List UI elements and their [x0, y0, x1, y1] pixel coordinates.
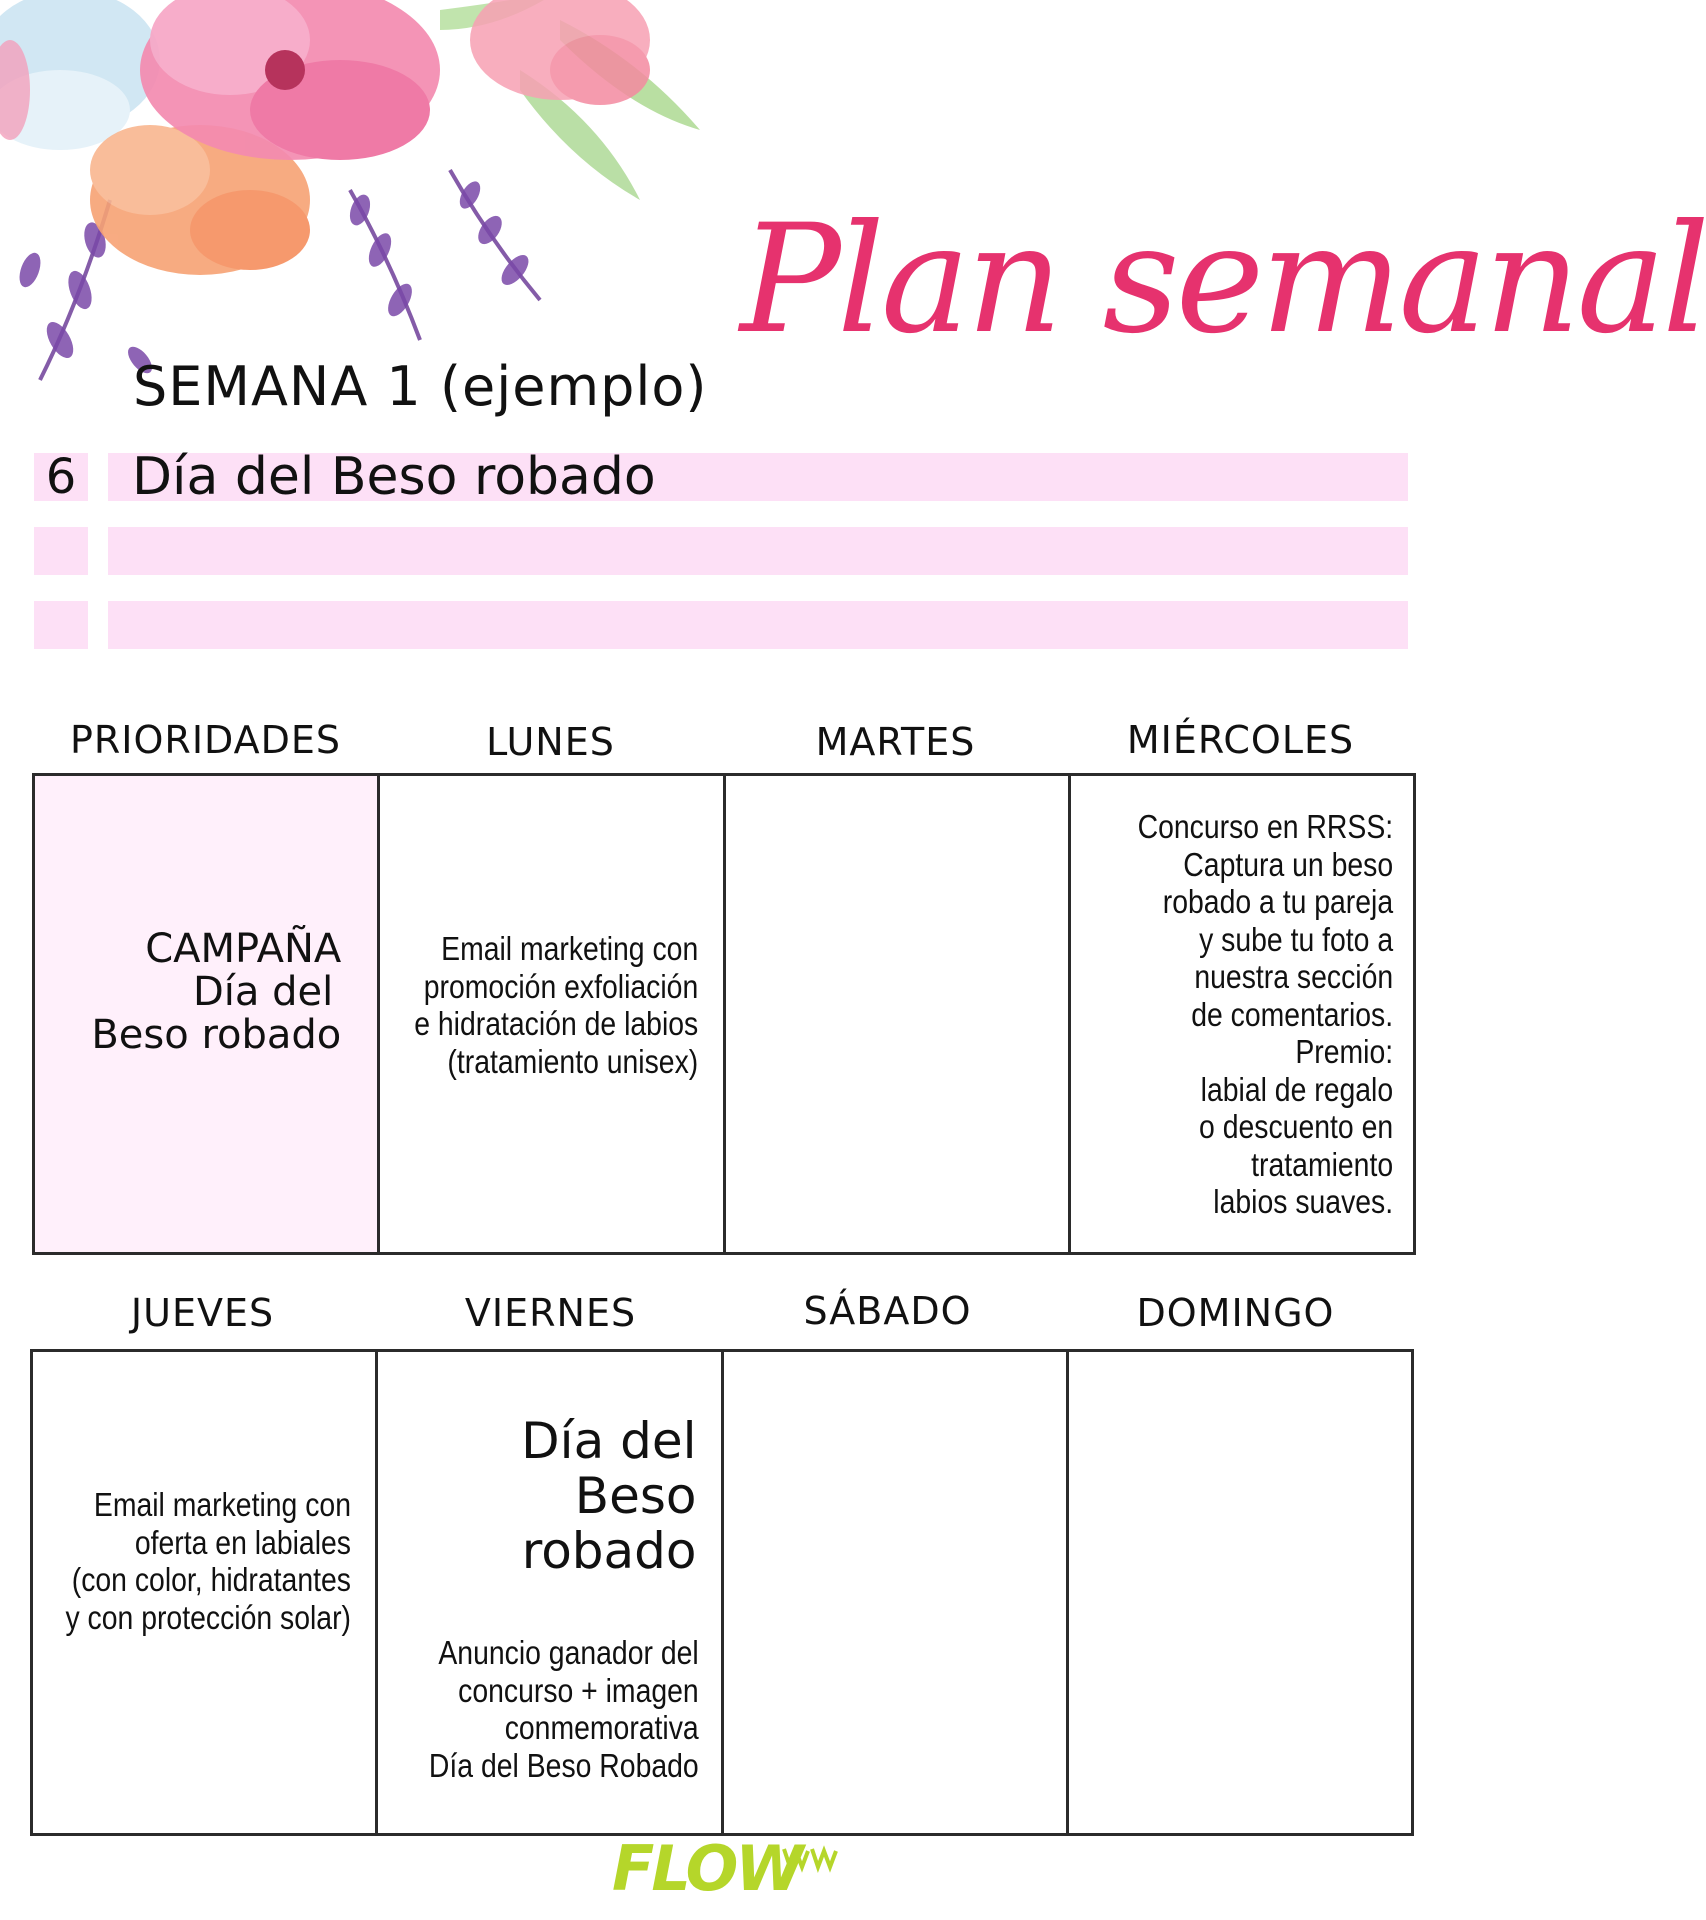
floral-decoration [0, 0, 760, 400]
header-martes: MARTES [815, 720, 976, 764]
event-text-2 [108, 527, 1408, 575]
top-week-grid [32, 773, 1416, 1255]
viernes-body-line: Anuncio ganador del [438, 1634, 699, 1671]
cell-miercoles [1068, 776, 1413, 1252]
event-text-1: Día del Beso robado [108, 453, 1408, 501]
event-number-3 [34, 601, 88, 649]
viernes-body-line: conmemorativa [504, 1709, 699, 1746]
miercoles-line: labial de regalo [1200, 1070, 1393, 1108]
viernes-body-line: concurso + imagen [457, 1671, 699, 1709]
cell-jueves [33, 1352, 375, 1833]
miercoles-line: labios suaves. [1213, 1183, 1393, 1220]
prioridades-line-1: CAMPAÑA [145, 926, 342, 972]
header-miercoles: MIÉRCOLES [1126, 718, 1355, 762]
miercoles-line: robado a tu pareja [1162, 883, 1393, 920]
viernes-heading-line: robado [521, 1522, 697, 1580]
bottom-week-grid [30, 1349, 1414, 1836]
event-number-1: 6 [34, 453, 88, 501]
jueves-line: y con protección solar) [65, 1598, 352, 1636]
week-label: SEMANA 1 (ejemplo) [133, 355, 708, 418]
miercoles-line: o descuento en [1198, 1108, 1393, 1145]
prioridades-line-3: Beso robado [91, 1012, 342, 1058]
header-prioridades: PRIORIDADES [69, 718, 342, 762]
logo-wave-icon [780, 1845, 840, 1875]
miercoles-line: Premio: [1295, 1033, 1393, 1070]
miercoles-line: Concurso en RRSS: [1137, 808, 1393, 845]
viernes-heading-line: Beso [574, 1467, 697, 1525]
lunes-line: e hidratación de labios [414, 1005, 699, 1042]
header-viernes: VIERNES [464, 1291, 637, 1335]
flow-logo: FLOW [612, 1832, 801, 1905]
header-domingo: DOMINGO [1136, 1291, 1335, 1335]
cell-lunes [377, 776, 722, 1252]
lunes-line: Email marketing con [441, 930, 699, 967]
prioridades-line-2: Día del [192, 969, 334, 1015]
miercoles-line: nuestra sección [1194, 958, 1393, 995]
page-title: Plan semanal [740, 193, 1706, 367]
viernes-heading-line: Día del [521, 1412, 697, 1470]
event-text-3 [108, 601, 1408, 649]
jueves-line: (con color, hidratantes [72, 1561, 352, 1598]
miercoles-line: Captura un beso [1183, 845, 1393, 883]
header-jueves: JUEVES [130, 1291, 275, 1335]
viernes-body-line: Día del Beso Robado [428, 1746, 699, 1784]
jueves-line: oferta en labiales [135, 1523, 352, 1561]
miercoles-line: de comentarios. [1191, 995, 1393, 1033]
miercoles-line: y sube tu foto a [1198, 920, 1393, 958]
cell-prioridades [35, 776, 377, 1252]
cell-viernes [375, 1352, 720, 1833]
miercoles-line: tratamiento [1251, 1145, 1393, 1183]
lunes-line: promoción exfoliación [424, 967, 699, 1005]
cell-sabado [721, 1352, 1066, 1833]
cell-martes [723, 776, 1068, 1252]
jueves-line: Email marketing con [94, 1486, 352, 1523]
header-sabado: SÁBADO [803, 1289, 972, 1333]
header-lunes: LUNES [486, 720, 615, 764]
event-number-2 [34, 527, 88, 575]
lunes-line: (tratamiento unisex) [447, 1042, 699, 1080]
cell-domingo [1066, 1352, 1411, 1833]
